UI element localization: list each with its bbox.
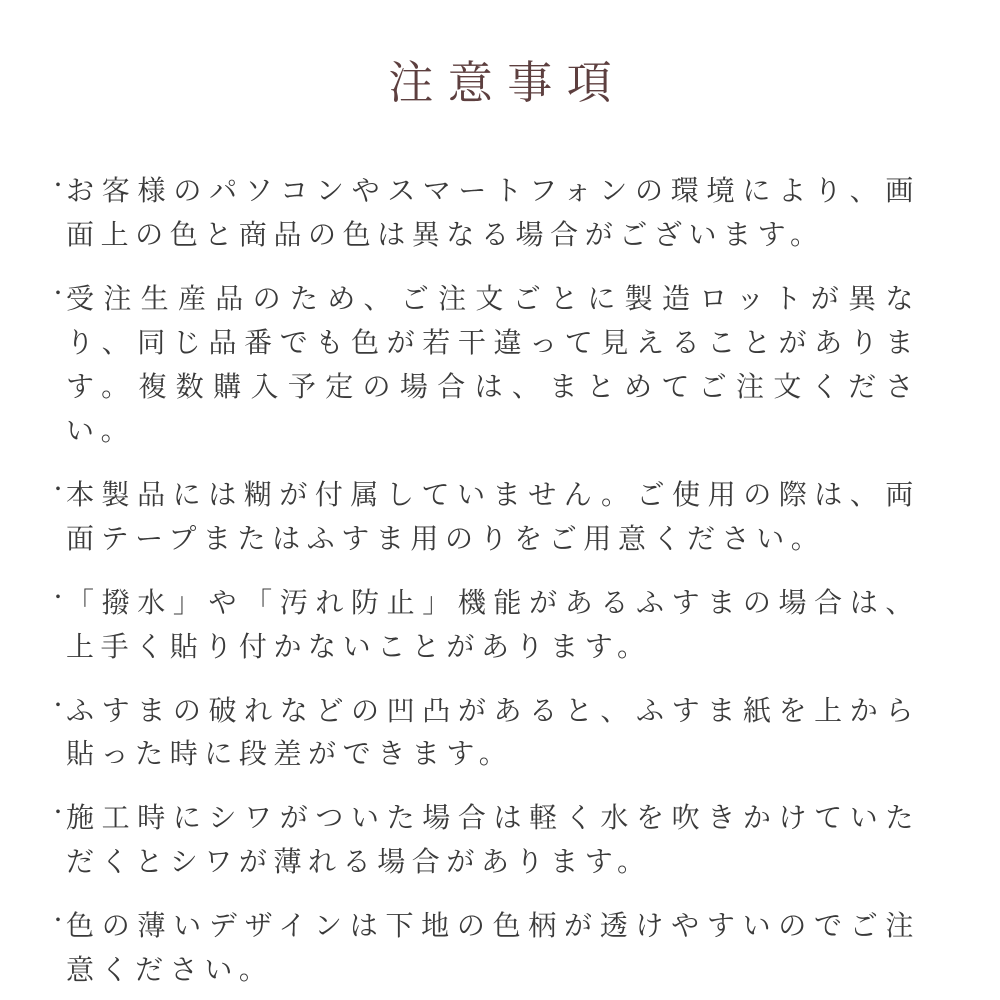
note-item — [48, 689, 920, 777]
note-item — [48, 169, 920, 257]
note-text: 受注生産品のため、ご注文ごとに製造ロットが異なり、同じ品番でも色が若干違って見えることがあります。複数購入予定の場合は、まとめてご注文ください。 — [66, 282, 920, 446]
note-item — [48, 473, 920, 561]
note-item — [48, 277, 920, 453]
note-text: 色の薄いデザインは下地の色柄が透けやすいのでご注意ください。 — [66, 910, 920, 986]
bullet-icon: ・ — [48, 175, 68, 197]
note-text: お客様のパソコンやスマートフォンの環境により、画面上の色と商品の色は異なる場合がございます。 — [66, 175, 920, 250]
note-text: 施工時にシワがついた場合は軽く水を吹きかけていただくとシワが薄れる場合があります。 — [66, 802, 920, 878]
notes-list — [48, 169, 920, 992]
note-text: ふすまの破れなどの凹凸があると、ふすま紙を上から貼った時に段差ができます。 — [66, 694, 920, 770]
bullet-icon: ・ — [48, 910, 68, 933]
bullet-icon: ・ — [48, 586, 68, 609]
note-item — [48, 904, 920, 992]
note-item — [48, 581, 920, 669]
note-text: 「撥水」や「汚れ防止」機能があるふすまの場合は、上手く貼り付かないことがあります。 — [66, 586, 920, 662]
note-item — [48, 796, 920, 884]
bullet-icon: ・ — [48, 282, 68, 305]
bullet-icon: ・ — [48, 478, 68, 501]
page-title: 注意事項 — [388, 57, 626, 108]
bullet-icon: ・ — [48, 802, 68, 825]
note-text: 本製品には糊が付属していません。ご使用の際は、両面テープまたはふすま用のりをご用意ください。 — [66, 478, 920, 554]
bullet-icon: ・ — [48, 694, 68, 717]
